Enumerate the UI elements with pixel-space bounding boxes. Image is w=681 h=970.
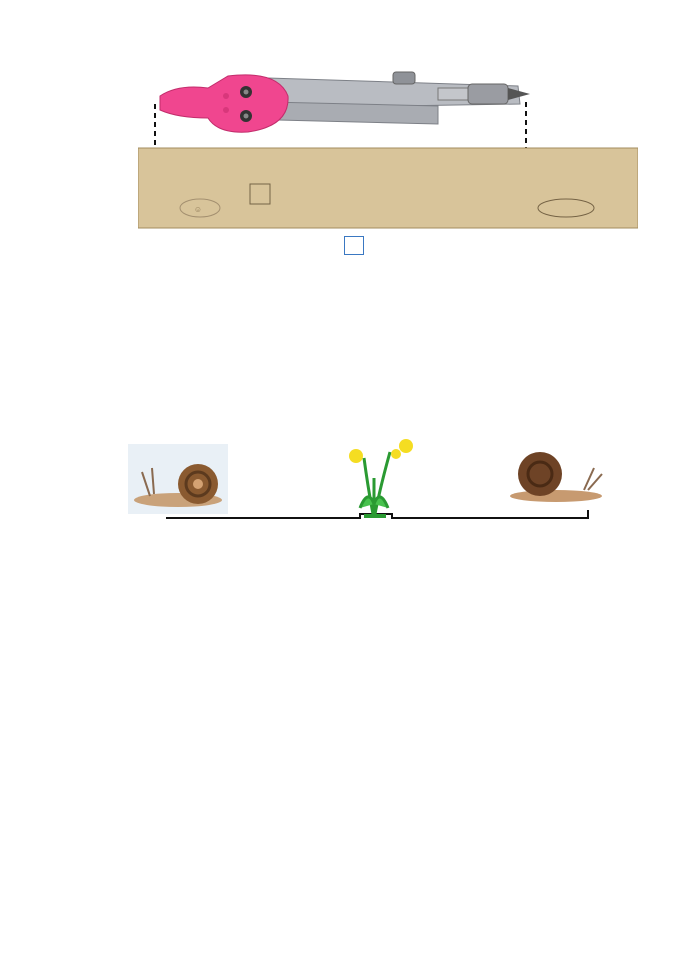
grid-task8[interactable] (138, 753, 581, 819)
snail-scene (128, 438, 603, 522)
svg-text:☺: ☺ (193, 205, 203, 214)
measure-answer (342, 236, 366, 257)
grid-task7[interactable] (138, 577, 581, 643)
flower-icon (349, 439, 413, 518)
answer-box[interactable] (344, 236, 364, 255)
snail-right-icon (510, 452, 602, 502)
grid-task6[interactable] (138, 321, 581, 387)
compass-ruler-illustration (138, 66, 638, 236)
